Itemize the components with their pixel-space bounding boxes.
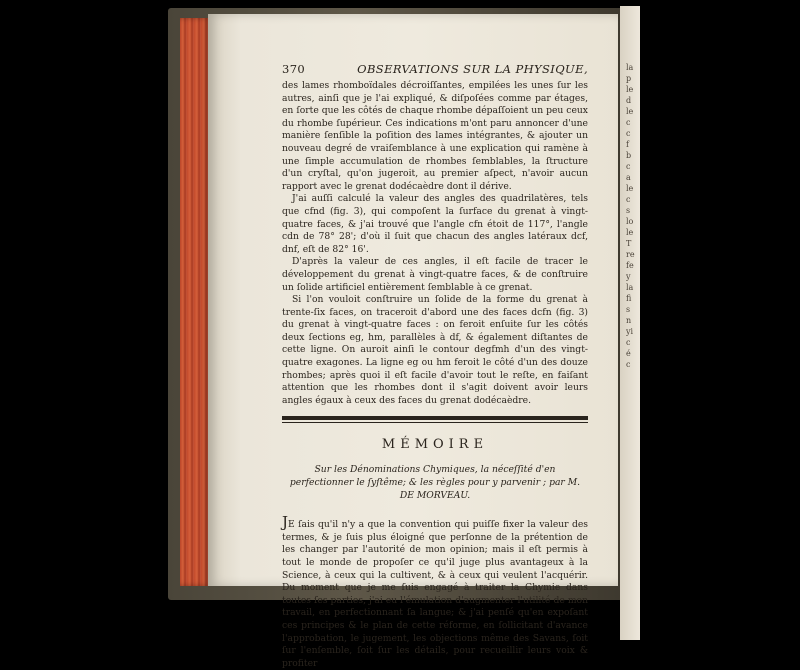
section-title: MÉMOIRE xyxy=(381,437,489,453)
page-edges xyxy=(180,18,210,586)
facing-page-fragment: re xyxy=(626,250,635,259)
facing-page-fragment: b xyxy=(626,151,632,160)
facing-page-fragment: s xyxy=(626,305,631,314)
facing-page-fragment: c xyxy=(626,360,631,369)
facing-page-fragment: le xyxy=(626,184,634,193)
facing-page-fragment: fe xyxy=(626,261,634,270)
facing-page-fragment: T xyxy=(626,239,632,248)
facing-page-fragment: fi xyxy=(626,294,632,303)
memoire-paragraph xyxy=(282,513,588,670)
facing-page-fragment: n xyxy=(626,316,632,325)
facing-page-fragment: la xyxy=(626,63,634,72)
facing-page-fragment: s xyxy=(626,206,631,215)
facing-page-fragment: é xyxy=(626,349,631,358)
section-subtitle: Sur les Dénominations Chymiques, la néceſſité d'en perfectionner le ſyſtême; & les règles pour y parvenir ; par M. DE MORVEAU. xyxy=(289,464,581,501)
facing-page-fragment: c xyxy=(626,338,631,347)
facing-page-fragment: f xyxy=(626,140,629,149)
section-rule xyxy=(282,416,588,420)
facing-page-fragment: lo xyxy=(626,217,634,226)
facing-page-fragment: c xyxy=(626,118,631,127)
facing-page-edge xyxy=(620,6,640,640)
facing-page-fragment: yi xyxy=(626,327,634,336)
drop-cap: J xyxy=(282,513,289,532)
facing-page-fragment: la xyxy=(626,283,634,292)
paragraph: des lames rhomboïdales décroiſſantes, empilées les unes ſur les autres, ainſi que je l'ai expliqué, & diſpoſées comme par étages, en ſorte que les côtés de chaque rhombe dépaſſoient un peu ceux du rhombe ſupérieur. Ces indications m'ont paru annoncer d'une manière ſenſible la poſition des lames intégrantes, & ajouter un nouveau degré de vraiſemblance à une explication qui ramène à une ſimple accumulation de rhombes ſemblables, la ſtructure d'un cryſtal, qu'on jugeroit, au premier aſpect, n'avoir aucun rapport avec le grenat dodécaèdre dont il dérive. xyxy=(282,80,588,192)
page-text xyxy=(282,62,588,670)
facing-page-fragment: c xyxy=(626,129,631,138)
facing-page-fragment: le xyxy=(626,107,634,116)
running-title: OBSERVATIONS SUR LA PHYSIQUE, xyxy=(357,62,588,76)
facing-page-fragment: d xyxy=(626,96,632,105)
paragraph: D'après la valeur de ces angles, il eſt facile de tracer le développement du grenat à vingt-quatre faces, & de conſtruire un ſolide artificiel entièrement ſemblable à ce grenat. xyxy=(282,256,588,293)
facing-page-fragment: le xyxy=(626,85,634,94)
facing-page-fragment: y xyxy=(626,272,631,281)
facing-page-fragment: a xyxy=(626,173,631,182)
paragraph: Si l'on vouloit conſtruire un ſolide de la forme du grenat à trente-ſix faces, on traceroit d'abord une des faces dcfn (fig. 3) du grenat à vingt-quatre faces : on feroit enſuite ſur les côtés deux ſections eg, hm, parallèles à df, & également diſtantes de cette ligne. On auroit ainſi le contour degfmh d'un des vingt-quatre exagones. La ligne eg ou hm feroit le côté d'un des douze rhombes; après quoi il eſt facile d'avoir tout le reſte, en faiſant attention que les rhombes dont il s'agit doivent avoir leurs angles égaux à ceux des faces du grenat dodécaèdre. xyxy=(282,294,588,406)
facing-page-fragment: p xyxy=(626,74,632,83)
facing-page-fragment: le xyxy=(626,228,634,237)
running-head xyxy=(282,62,588,76)
memoire-body: E ſais qu'il n'y a que la convention qui puiſſe fixer la valeur des termes, & je ſuis plus éloigné que perſonne de la prétention de les changer par l'autorité de mon opinion; mais il eſt permis à tout le monde de propoſer ce qu'il juge plus avantageux à la Science, à ceux qui la cultivent, & à ceux qui veulent l'acquérir. Du moment que je me ſuis engagé à traiter la Chymie dans toutes ſes parties, j'ai eu l'émulation d'augmenter l'utilité de mon travail, en perfectionnant ſa langue; & j'ai penſé qu'en expoſant ces principes & le plan de cette réforme, en ſollicitant d'avance l'approbation, le jugement, les objections même des Savans, ſoit ſur l'enſemble, ſoit ſur les détails, pour recueillir leurs voix & profiter xyxy=(282,519,588,669)
paragraph: J'ai auſſi calculé la valeur des angles des quadrilatères, tels que cfnd (fig. 3), qui compoſent la ſurface du grenat à vingt-quatre faces, & j'ai trouvé que l'angle cfn étoit de 117°, l'angle cdn de 78° 28'; d'où il ſuit que chacun des angles latéraux dcf, dnf, eſt de 82° 16'. xyxy=(282,193,588,255)
facing-page-fragment: c xyxy=(626,195,631,204)
facing-page-fragment: c xyxy=(626,162,631,171)
section-rule-thin xyxy=(282,422,588,423)
page-number: 370 xyxy=(282,62,306,76)
